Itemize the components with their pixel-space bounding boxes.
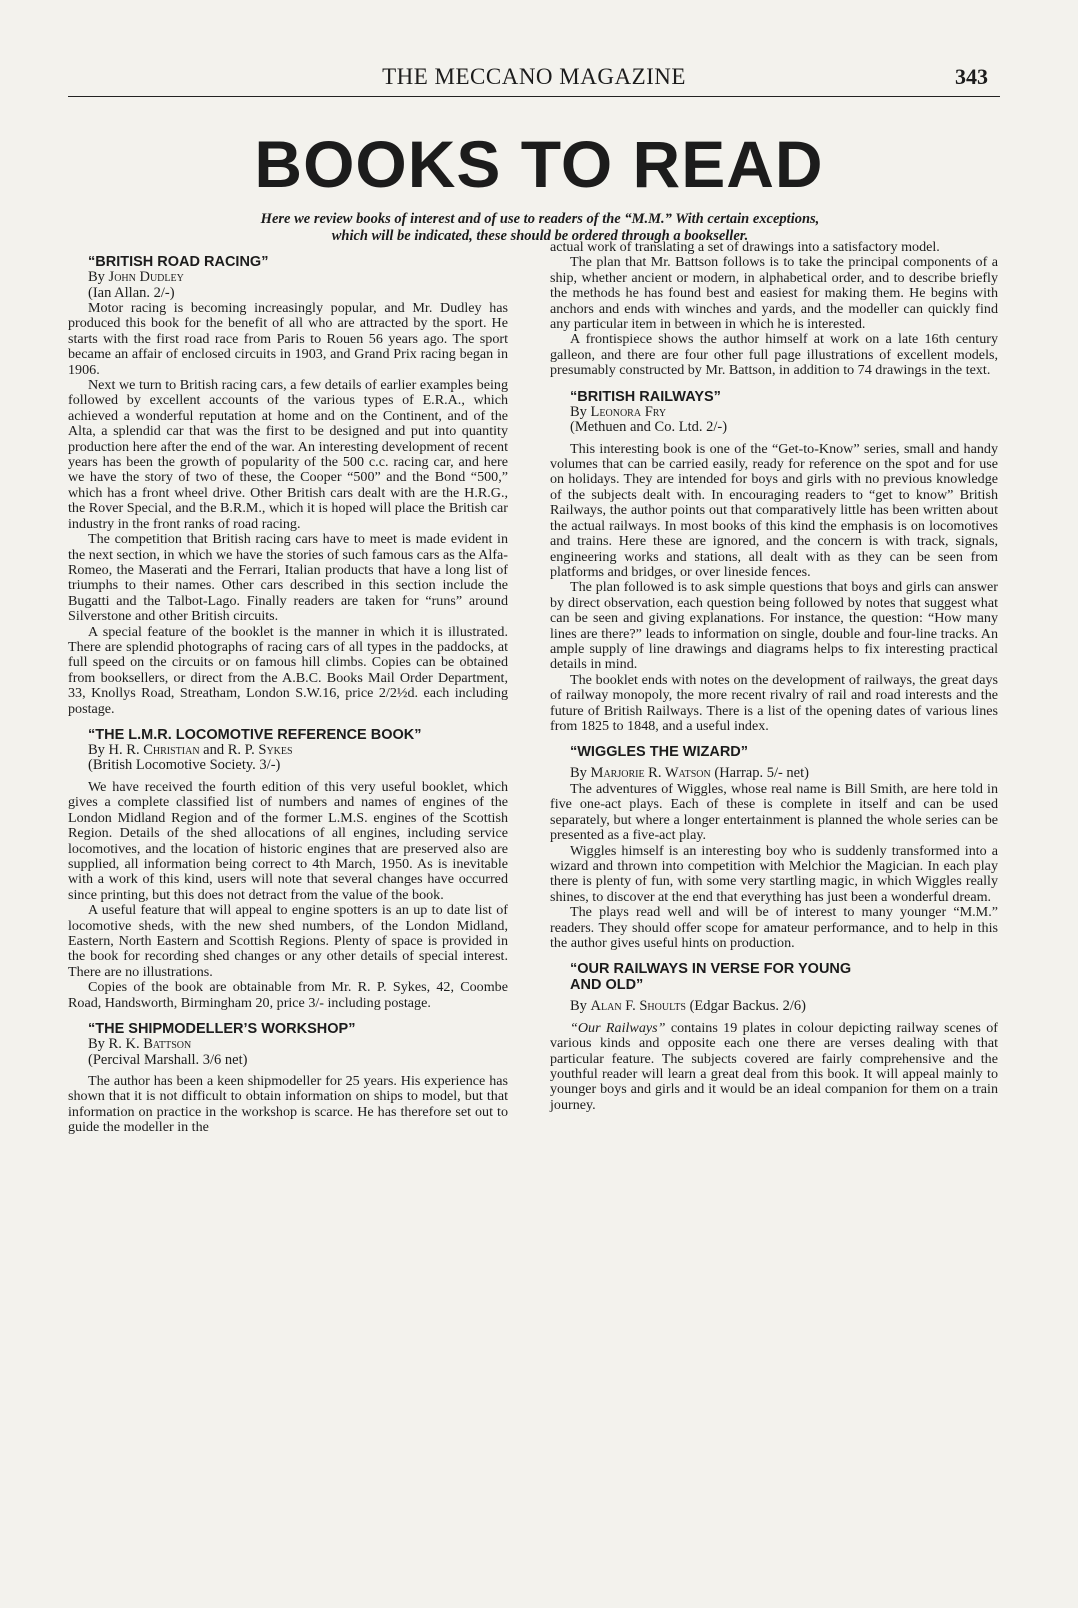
review-paragraph (550, 1021, 998, 1113)
feature-title: BOOKS TO READ (254, 127, 824, 201)
review-paragraph: A frontispiece shows the author himself at work on a late 16th century galleon, and there are four other full page illustrations of excellent models, presumably constructed by Mr. Battson, in addition to 74 drawings in the text. (550, 331, 998, 379)
book-title: “BRITISH RAILWAYS” (570, 388, 721, 405)
review-paragraph: We have received the fourth edition of this very useful booklet, which gives a complete classified list of numbers and names of engines of the London Midland Region and of the former L.M.S. engines of the Scottish Region. Details of the shed allocations of all engines, including service locomotives, and the location of historic engines that are preserved also are supplied, all information being correct to 4th March, 1950. As is inevitable with a work of this kind, users will note that several changes have occurred since printing, but this does not detract from the value of the book. (68, 778, 508, 903)
review-lmr-locomotive-reference-book (68, 727, 508, 1011)
book-title-line-1: “OUR RAILWAYS IN VERSE FOR YOUNG (570, 961, 852, 978)
author-name: Christian (143, 741, 200, 758)
byline (550, 999, 998, 1015)
byline-prefix: By (88, 269, 105, 285)
right-column (550, 240, 998, 1113)
intro-line-2: which will be indicated, these should be ordered through a bookseller. (331, 228, 749, 244)
byline-conjunction: and R. P. (203, 741, 255, 758)
review-paragraph: The plays read well and will be of interest to many younger “M.M.” readers. They should offer scope for amateur performance, and to help in this the author gives useful hints on production. (550, 904, 998, 951)
review-paragraph: The author has been a keen shipmodeller for 25 years. His experience has shown that it is not difficult to obtain information on ships to model, but that information on practice in the workshop is scarce. He has therefore set out to guide the modeller in the (68, 1073, 508, 1136)
review-british-road-racing (68, 254, 508, 717)
byline (68, 1037, 508, 1053)
magazine-title: THE MECCANO MAGAZINE (382, 64, 686, 89)
author-name: Sykes (258, 741, 293, 758)
byline-prefix: By (570, 403, 587, 420)
byline (68, 743, 508, 759)
author-name: Battson (143, 1036, 192, 1053)
review-paragraph: A special feature of the booklet is the manner in which it is illustrated. There are splendid photographs of racing cars of all types in the paddocks, at full speed on the circuits or on famous hill climbs. Copies can be obtained from booksellers, or direct from the A.B.C. Books Mail Order Department, 33, Knollys Road, Streatham, London S.W.16, price 2/2½d. each including postage. (68, 623, 508, 717)
byline-prefix: By H. R. (88, 741, 140, 758)
publisher: (Edgar Backus. 2/6) (689, 998, 806, 1015)
review-british-railways (550, 389, 998, 735)
byline (550, 405, 998, 421)
byline (68, 270, 508, 286)
book-title-italic: “Our Railways” (570, 1019, 666, 1036)
byline-prefix: By (570, 765, 587, 782)
author-name: Marjorie R. Watson (590, 765, 711, 782)
review-paragraph: This interesting book is one of the “Get-to-Know” series, small and handy volumes that can be carried easily, ready for reference on the spot and for use on holidays. They are intended for boys and girls with no previous knowledge of the subjects dealt with. In encouraging readers to “get to know” British Railways, the author points out that comparatively little has been written about the actual railways. In most books of this kind the emphasis is on locomotives and trains. Here these are ignored, and the concern is with track, signals, engineering works and stations, all dealt with as they can be seen from platforms and bridges, or over lineside fences. (550, 440, 998, 580)
review-paragraph: Copies of the book are obtainable from Mr. R. P. Sykes, 42, Coombe Road, Handsworth, Birmingham 20, price 3/- including postage. (68, 979, 508, 1011)
byline-prefix: By (570, 998, 587, 1015)
page-number: 343 (955, 64, 988, 89)
review-paragraph: Wiggles himself is an interesting boy who is suddenly transformed into a wizard and thrown into competition with Melchior the Magician. In each play there is plenty of fun, with some very startling magic, in which Wiggles really shines, to discover at the end that everything has just been a wonderful dream. (550, 842, 998, 905)
book-title: “BRITISH ROAD RACING” (88, 254, 269, 270)
byline (550, 766, 998, 782)
publisher: (Percival Marshall. 3/6 net) (88, 1051, 248, 1068)
author-name: Alan F. Shoults (590, 998, 686, 1015)
publisher: (British Locomotive Society. 3/-) (88, 757, 281, 774)
review-paragraph: The plan that Mr. Battson follows is to take the principal components of a ship, whether ancient or modern, in alphabetical order, and to describe briefly the methods he has found best and easiest for making them. He begins with anchors and ends with winches and yards, and the modeller can quickly find any particular item in between in which he is interested. (550, 254, 998, 333)
book-title: “THE L.M.R. LOCOMOTIVE REFERENCE BOOK” (88, 726, 422, 743)
byline-prefix: By R. K. (88, 1036, 140, 1053)
publisher: (Ian Allan. 2/-) (88, 284, 175, 301)
intro-line-1: Here we review books of interest and of use to readers of the “M.M.” With certain exceptions, (260, 211, 820, 227)
review-paragraph: The competition that British racing cars have to meet is made evident in the next section, in which we have the stories of such famous cars as the Alfa-Romeo, the Maserati and the Ferrari, Italian products that have a long list of triumphs to their names. Other cars described in this section include the Bugatti and the Talbot-Lago. Finally readers are taken for “runs” around Silverstone and other British circuits. (68, 531, 508, 625)
publisher: (Methuen and Co. Ltd. 2/-) (570, 419, 728, 436)
left-column (68, 254, 508, 1136)
review-shipmodellers-workshop (68, 1021, 508, 1136)
book-title-line-2: AND OLD” (570, 977, 644, 994)
review-paragraph: The booklet ends with notes on the development of railways, the great days of railway monopoly, the more recent rivalry of rail and road interests and the future of British Railways. There is a list of the opening dates of various lines from 1825 to 1848, and a useful index. (550, 671, 998, 734)
review-paragraph: Motor racing is becoming increasingly popular, and Mr. Dudley has produced this book for the benefit of all who are attracted by the sport. He starts with the first road race from Paris to Rouen 56 years ago. The sport became an affair of enclosed circuits in 1903, and Grand Prix racing began in 1906. (68, 300, 508, 378)
review-paragraph: The adventures of Wiggles, whose real name is Bill Smith, are here told in five one-act plays. Each of these is complete in itself and can be used separately, but where a longer entertainment is planned the whole series can be presented as a five-act play. (550, 780, 998, 844)
publisher: (Harrap. 5/- net) (714, 765, 809, 782)
review-paragraph-text: contains 19 plates in colour depicting railway scenes of various kinds and opposite each one there are verses dealing with that particular feature. The subjects covered are fairly comprehensive and the youthful reader will learn a great deal from this book. It will appeal mainly to younger boys and girls and it would be an ideal companion for them on a train journey. (550, 1019, 999, 1113)
author-name: Leonora Fry (590, 403, 667, 420)
review-paragraph: A useful feature that will appeal to engine spotters is an up to date list of locomotive sheds, with the new shed numbers, of the London Midland, Eastern, North Eastern and Scottish Regions. Plenty of space is provided in the book for recording shed changes or any other details of special interest. There are no illustrations. (68, 902, 508, 980)
book-title: “WIGGLES THE WIZARD” (570, 744, 749, 761)
book-title: “THE SHIPMODELLER’S WORKSHOP” (88, 1021, 356, 1038)
review-paragraph-continued: actual work of translating a set of drawings into a satisfactory model. (550, 239, 940, 255)
review-paragraph: Next we turn to British racing cars, a few details of earlier examples being followed by excellent accounts of the various types of E.R.A., which achieved a wonderful reputation at home and on the Continent, and of the Alta, a splendid car that was the first to be designed and put into quantity production here after the end of the war. An interesting development of recent years has been the growth of popularity of the 500 c.c. racing car, and here we have the story of two of these, the Cooper “500” and the Bond “500,” which has a front wheel drive. Other British cars dealt with are the H.R.G., the Rover Special, and the B.R.M., which it is hoped will place the British car industry in the front ranks of road racing. (68, 377, 508, 532)
review-wiggles-the-wizard (550, 744, 998, 951)
review-our-railways-in-verse (550, 961, 998, 1113)
running-header (68, 62, 1000, 97)
review-paragraph: The plan followed is to ask simple questions that boys and girls can answer by direct observation, each question being followed by notes that suggest what can be seen and giving explanations. For instance, the question: “How many lines are there?” leads to information on single, double and four-line tracks. An ample supply of line drawings and diagrams helps to fix interesting practical details in mind. (550, 579, 998, 673)
author-name: John Dudley (108, 269, 184, 285)
